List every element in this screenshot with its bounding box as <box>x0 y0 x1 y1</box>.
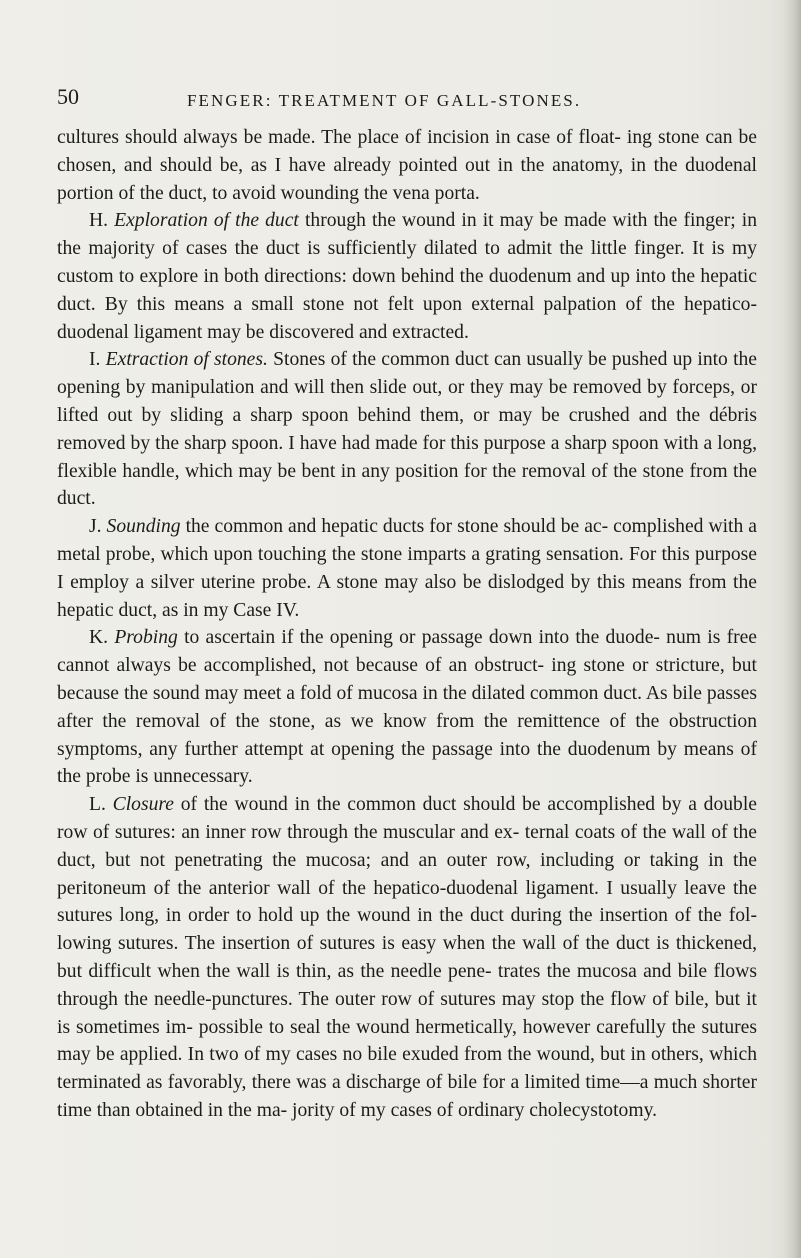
paragraph-k-probing <box>57 624 757 791</box>
paragraph-l-closure <box>57 791 757 1125</box>
page-number: 50 <box>57 84 79 109</box>
section-letter: K. <box>89 627 109 649</box>
section-term: Probing <box>114 627 178 649</box>
section-term: Exploration of the duct <box>114 210 299 232</box>
paragraph-continuation <box>57 124 757 207</box>
paragraph-text: through the wound in it may be made with the finger; in the majority of cases the duct is sufficiently dilated to admit the little finger. It is my custom to explore in both directions: down behind the duodenum and up into the hepatic duct. By this means a small stone not felt upon external palpation of the hepatico- duodenal ligament may be discovered and extracted. <box>57 210 757 343</box>
section-letter: I. <box>89 349 101 371</box>
paragraph-h-exploration <box>57 207 757 346</box>
page-edge-shadow <box>783 0 801 1258</box>
section-term: Extraction of stones. <box>105 349 268 371</box>
paragraph-text: cultures should always be made. The place of incision in case of float- ing stone can be chosen, and should be, as I have already pointed out in the anatomy, in the duodenal portion of the duct, to avoid wounding the vena porta. <box>57 127 757 204</box>
paragraph-j-sounding <box>57 513 757 624</box>
paragraph-text: the common and hepatic ducts for stone should be ac- complished with a metal probe, which upon touching the stone imparts a grating sensation. For this purpose I employ a silver uterine probe. A stone may also be dislodged by this means from the hepatic duct, as in my Case IV. <box>57 516 757 621</box>
body-text <box>57 124 757 1125</box>
paragraph-text: of the wound in the common duct should be accomplished by a double row of sutures: an inner row through the muscular and ex- ternal coats of the wall of the duct, but not penetrating the mucosa; and an outer row, including or taking in the peritoneum of the anterior wall of the hepatico-duodenal ligament. I usually leave the sutures long, in order to hold up the wound in the duct during the insertion of the fol- lowing sutures. The insertion of sutures is easy when the wall of the duct is thickened, but difficult when the wall is thin, as the needle pene- trates the mucosa and bile flows through the needle-punctures. The outer row of sutures may stop the flow of bile, but it is sometimes im- possible to seal the wound hermetically, however carefully the sutures may be applied. In two of my cases no bile exuded from the wound, but in others, which terminated as favorably, there was a discharge of bile for a limited time—a much shorter time than obtained in the ma- jority of my cases of ordinary cholecystotomy. <box>57 794 757 1121</box>
section-letter: J. <box>89 516 102 538</box>
paragraph-text: Stones of the common duct can usually be pushed up into the opening by manipulation and will then slide out, or they may be removed by forceps, or lifted out by sliding a sharp spoon behind them, or may be crushed and the débris removed by the sharp spoon. I have had made for this purpose a sharp spoon with a long, flexible handle, which may be bent in any position for the removal of the stone from the duct. <box>57 349 757 510</box>
running-title: FENGER: TREATMENT OF GALL-STONES. <box>187 91 582 110</box>
page-header <box>57 86 757 116</box>
section-term: Closure <box>112 794 174 816</box>
paragraph-text: to ascertain if the opening or passage down into the duode- num is free cannot always be accomplished, not because of an obstruct- ing stone or stricture, but because the sound may meet a fold of mucosa in the dilated common duct. As bile passes after the removal of the stone, as we know from the remittence of the obstruction symptoms, any further attempt at opening the passage into the duodenum by means of the probe is unnecessary. <box>57 627 758 788</box>
section-term: Sounding <box>106 516 181 538</box>
section-letter: H. <box>89 210 109 232</box>
paragraph-i-extraction <box>57 346 757 513</box>
section-letter: L. <box>89 794 106 816</box>
